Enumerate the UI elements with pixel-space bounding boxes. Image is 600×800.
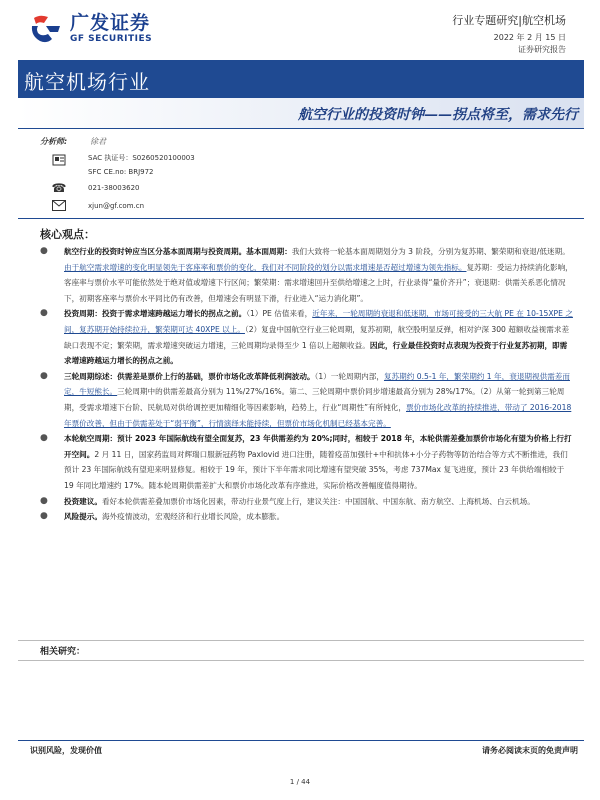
- sector-title: 航空机场行业: [24, 70, 150, 94]
- bullet-text: 2 月 11 日，国家药监局对辉瑞口服新冠药物 Paxlovid 进口注册，随着疫苗加强针+中和抗体+小分子药物等防治结合等方式不断推进，我们预计 23 年国际航线有望迎来明显修复。相较于 19 年，预计下半年需求同比增速有望突破 35%，考虑 737Max 复飞进度，预计 23 年供给端相较于 19 年同比增速约 17%。随本轮周期供需差扩大和票价市场化改革有序推进，实际价格改善幅度值得期待。: [64, 449, 568, 490]
- list-item: [40, 494, 574, 510]
- sfc-number: SFC CE.no: BRJ972: [88, 168, 154, 176]
- bullet-text: 我们大致将一轮基本面周期划分为 3 阶段，分别为复苏期、繁荣期和衰退/低迷期。: [291, 247, 570, 256]
- logo-en-text: GF SECURITIES: [70, 34, 153, 44]
- bullet-icon: ●: [40, 433, 48, 444]
- bullet-text: 复苏期：受运力持续消化影响，客座率与票价水平可能依然处于绝对值或增速下行区间；繁荣期：需求增速回升至供给增速之上时，行业录得“量价齐升”；衰退期：供需关系恶化情况下，初期客座率与票价水平同比仍有改善，但增速会有明显下滑，行业进入“运力消化期”。: [64, 262, 573, 303]
- list-item: [40, 369, 574, 431]
- bullet-bold: 航空行业的投资时钟应当区分基本面周期与投资周期。基本面周期：: [64, 247, 292, 256]
- gf-logo-icon: [30, 14, 64, 44]
- related-divider-bottom: [18, 660, 584, 661]
- core-points-list: [40, 244, 574, 525]
- core-points-heading: 核心观点：: [40, 228, 95, 241]
- report-subtitle: 航空行业的投资时钟——拐点将至，需求先行: [298, 107, 578, 123]
- list-item: [40, 306, 574, 368]
- analyst-name: 徐君: [90, 137, 106, 146]
- bullet-text: 看好本轮供需差叠加票价市场化因素，带动行业景气度上行，建议关注：中国国航、中国东航、南方航空、上海机场、白云机场。: [101, 496, 535, 506]
- bullet-bold: 投资建议。: [64, 496, 102, 506]
- analyst-phone: 021-38003620: [88, 184, 140, 192]
- bullet-bold: 本轮航空周期：预计 2023 年国际航线有望全面复苏，23 年供需差约为 20%;同时，相较于 2018 年，本轮供需差叠加票价市场化有望为价格上行打开空间。: [64, 434, 572, 459]
- bullet-text: 海外疫情波动，宏观经济和行业增长风险，成本膨胀。: [101, 512, 285, 522]
- related-divider: [18, 640, 584, 641]
- bullet-text: 三轮周期中的供需差最高分别为 11%/27%/16%。第二、三轮周期中票价同步增速最高分别为 28%/17%。（2）从第一轮到第三轮周期，受需求增速下台阶、民航局对供给调控更加精细化等因素影响，趋势上，行业“周期性”有所钝化，: [64, 387, 565, 412]
- bullet-underline: 复苏期约 0.5-1 年，繁荣期约 1 年，衰退期视供需差而定，牛短熊长。: [64, 371, 570, 397]
- footer-disclaimer: 请务必阅读末页的免责声明: [482, 746, 578, 755]
- company-logo: [30, 14, 152, 44]
- logo-cn-text: 广发证券: [70, 12, 151, 34]
- bullet-icon: ●: [40, 246, 48, 256]
- list-item: [40, 509, 574, 525]
- report-date: 2022 年 2 月 15 日: [493, 33, 566, 42]
- bullet-text: （1）一轮周期内部，: [314, 371, 384, 381]
- bullet-underline: 由于航空需求增速的变化明显领先于客座率和票价的变化，我们对不同阶段的划分以需求增速是否超过增速为领先指标。: [64, 262, 467, 272]
- bullet-icon: ●: [40, 511, 48, 522]
- analyst-email[interactable]: xjun@gf.com.cn: [88, 202, 145, 210]
- footer-slogan: 识别风险，发现价值: [30, 746, 102, 755]
- bullet-bold: 因此，行业最佳投资时点表现为投资于行业复苏初期，即需求增速跨越运力增长的拐点之前。: [64, 340, 568, 366]
- phone-icon: ☎: [51, 181, 67, 195]
- bullet-underline: 近年来，一轮周期的衰退和低迷期，市场可接受的三大航 PE 在 10-15XPE 之间，复苏期开始持续拉升，繁荣期可达 40XPE 以上。: [64, 309, 573, 334]
- report-type: 证券研究报告: [518, 45, 566, 54]
- bullet-bold: 投资周期：投资于需求增速跨越运力增长的拐点之前。: [64, 309, 247, 319]
- email-icon: [50, 200, 68, 214]
- bullet-icon: ●: [40, 370, 48, 381]
- footer-divider: [18, 740, 584, 741]
- header-divider: [18, 128, 584, 129]
- sac-number: SAC 执证号：S0260520100003: [88, 154, 195, 162]
- id-card-icon: [50, 153, 68, 170]
- bullet-underline: 票价市场化改革的持续推进，带动了 2016-2018 年票价改善，但由于供需差处于“弱平衡”，行情演绎未能持续，但票价市场化机制已经基本完善。: [64, 402, 572, 428]
- analyst-divider: [18, 218, 584, 219]
- bullet-bold: 风险提示。: [64, 512, 102, 522]
- report-category: 行业专题研究|航空机场: [452, 14, 566, 27]
- analyst-label: 分析师:: [40, 137, 68, 146]
- bullet-icon: ●: [40, 308, 48, 319]
- page-number: 1 / 44: [289, 778, 311, 786]
- bullet-text: （2）复盘中国航空行业三轮周期，复苏初期，航空股明显反弹，相对沪深 300 超额收益视需求差缺口表现不定；繁荣期，需求增速突破运力增速，三轮周期均录得至少 1 倍以上超额收益。: [64, 324, 570, 350]
- list-item: [40, 431, 574, 493]
- bullet-text: （1）PE 估值来看，: [246, 309, 313, 319]
- list-item: [40, 244, 574, 306]
- bullet-bold: 三轮周期综述：供需差是票价上行的基础，票价市场化改革降低利润波动。: [64, 371, 315, 381]
- bullet-icon: ●: [40, 495, 48, 506]
- related-research-heading: 相关研究：: [40, 647, 86, 657]
